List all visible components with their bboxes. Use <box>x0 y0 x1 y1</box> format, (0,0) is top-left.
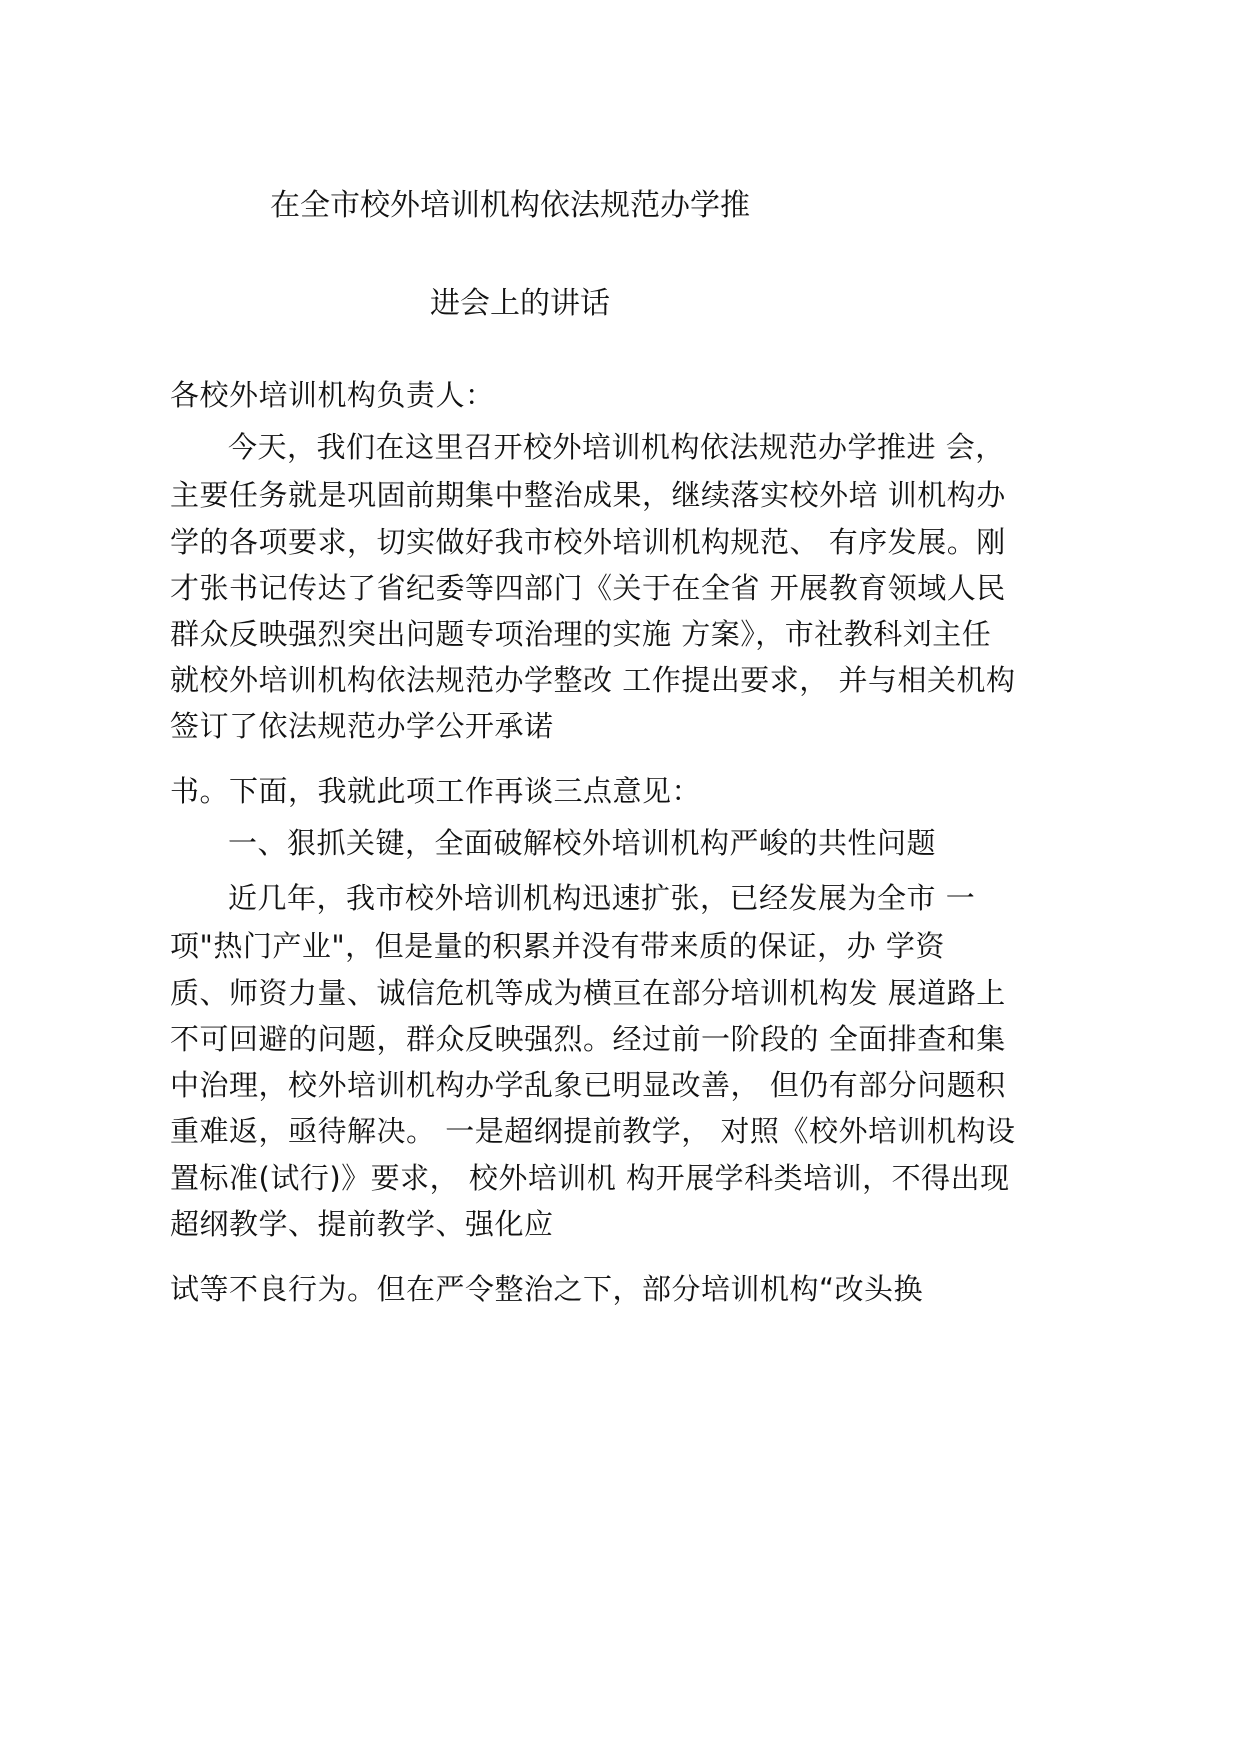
paragraph-1-end: 书。下面，我就此项工作再谈三点意见： <box>170 774 702 808</box>
paragraph-1-line-3: 学的各项要求，切实做好我市校外培训机构规范、 有序发展。刚 <box>170 525 1006 559</box>
paragraph-1-line-4: 才张书记传达了省纪委等四部门《关于在全省 开展教育领域人民 <box>170 571 1006 605</box>
paragraph-2-line-5: 中治理，校外培训机构办学乱象已明显改善， 但仍有部分问题积 <box>170 1068 1006 1102</box>
title-line-2: 进会上的讲话 <box>430 286 610 321</box>
salutation: 各校外培训机构负责人： <box>170 378 495 412</box>
paragraph-1-line-6: 就校外培训机构依法规范办学整改 工作提出要求， 并与相关机构 <box>170 663 1016 697</box>
paragraph-1-line-1: 今天，我们在这里召开校外培训机构依法规范办学推进 会， <box>228 430 1005 464</box>
paragraph-2-line-1: 近几年，我市校外培训机构迅速扩张，已经发展为全市 一 <box>228 881 976 915</box>
title-line-1: 在全市校外培训机构依法规范办学推 <box>270 188 750 223</box>
section-heading-1: 一、狠抓关键，全面破解校外培训机构严峻的共性问题 <box>228 826 937 860</box>
paragraph-2-end: 试等不良行为。但在严令整治之下，部分培训机构“改头换 <box>170 1272 924 1306</box>
paragraph-2-line-2: 项"热门产业"，但是量的积累并没有带来质的保证，办 学资 <box>170 929 945 963</box>
paragraph-2-line-6: 重难返，亟待解决。 一是超纲提前教学， 对照《校外培训机构设 <box>170 1114 1016 1148</box>
paragraph-2-line-8: 超纲教学、提前教学、强化应 <box>170 1207 554 1241</box>
paragraph-2-line-3: 质、师资力量、诚信危机等成为横亘在部分培训机构发 展道路上 <box>170 976 1006 1010</box>
paragraph-2-line-4: 不可回避的问题，群众反映强烈。经过前一阶段的 全面排查和集 <box>170 1022 1006 1056</box>
paragraph-1-line-2: 主要任务就是巩固前期集中整治成果，继续落实校外培 训机构办 <box>170 478 1006 512</box>
paragraph-2-line-7: 置标准(试行)》要求， 校外培训机 构开展学科类培训，不得出现 <box>170 1161 1010 1195</box>
paragraph-1-line-7: 签订了依法规范办学公开承诺 <box>170 709 554 743</box>
paragraph-1-line-5: 群众反映强烈突出问题专项治理的实施 方案》，市社教科刘主任 <box>170 617 992 651</box>
